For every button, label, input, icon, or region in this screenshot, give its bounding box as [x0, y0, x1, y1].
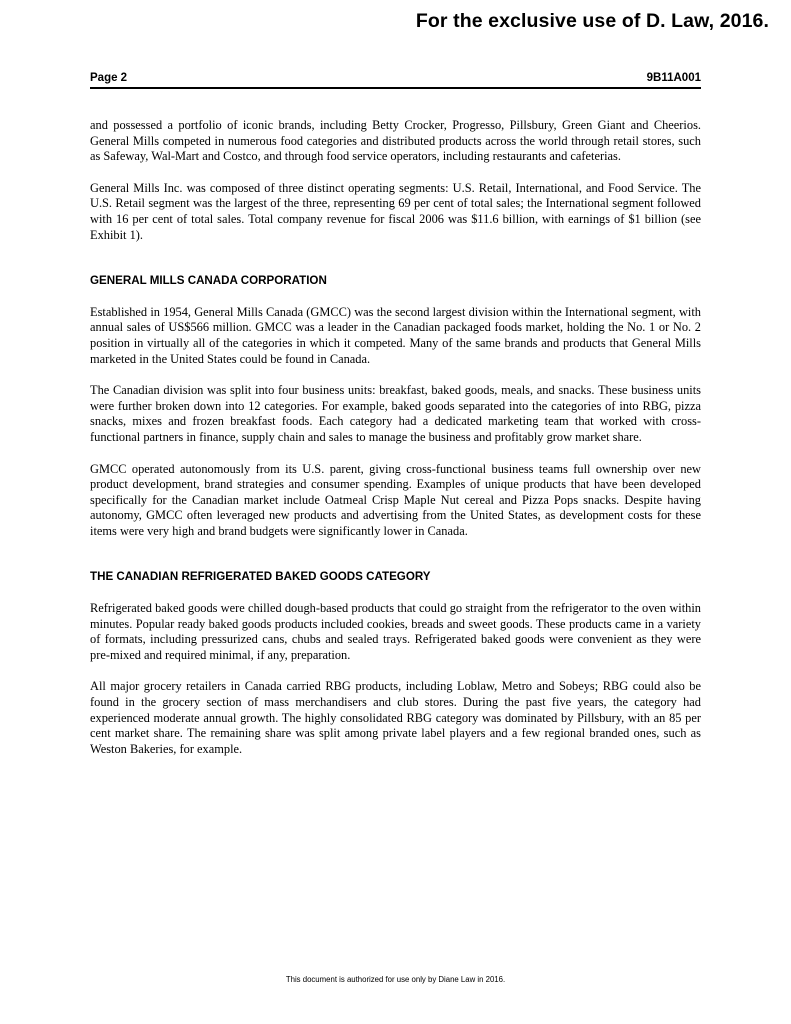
section-heading: GENERAL MILLS CANADA CORPORATION: [90, 274, 327, 288]
body-paragraph: GMCC operated autonomously from its U.S. parent, giving cross-functional business teams full ownership over new product development, brand strategies and consumer spending. Examples of unique products that have been developed specifically for the Canadian market include Oatmeal Crisp Maple Nut cereal and Pizza Pops snacks. Despite having autonomy, GMCC often leveraged new products and advertising from the United States, as development costs for these items were very high and brand budgets were significantly lower in Canada.: [90, 461, 701, 538]
exclusive-use-watermark: For the exclusive use of D. Law, 2016.: [415, 10, 769, 32]
authorization-footer: This document is authorized for use only by Diane Law in 2016.: [285, 975, 506, 984]
body-paragraph: and possessed a portfolio of iconic brands, including Betty Crocker, Progresso, Pillsbury, Green Giant and Cheerios. General Mills competed in numerous food categories and distributed products across the world through retail stores, such as Safeway, Wal-Mart and Costco, and through food service operators, including restaurants and cafeterias.: [90, 118, 701, 164]
body-paragraph: Refrigerated baked goods were chilled dough-based products that could go straight from the refrigerator to the oven within minutes. Popular ready baked goods products included cookies, breads and sweet goods. These products came in a variety of formats, including pressurized cans, chubs and sealed trays. Refrigerated baked goods were convenient as they were pre-mixed and required minimal, if any, preparation.: [90, 601, 701, 662]
case-code: 9B11A001: [646, 72, 701, 84]
header-divider: [90, 87, 701, 89]
body-paragraph: General Mills Inc. was composed of three distinct operating segments: U.S. Retail, International, and Food Service. The U.S. Retail segment was the largest of the three, representing 69 per cent of total sales; the International segment followed with 16 per cent of total sales. Total company revenue for fiscal 2006 was $11.6 billion, with earnings of $1 billion (see Exhibit 1).: [90, 180, 701, 242]
page-number: Page 2: [90, 72, 128, 84]
body-paragraph: Established in 1954, General Mills Canada (GMCC) was the second largest division within the International segment, with annual sales of US$566 million. GMCC was a leader in the Canadian packaged foods market, holding the No. 1 or No. 2 position in virtually all of the categories in which it competed. Many of the same brands and products that General Mills marketed in the United States could be found in Canada.: [90, 304, 701, 366]
page-header: [90, 72, 701, 84]
section-heading: THE CANADIAN REFRIGERATED BAKED GOODS CATEGORY: [90, 570, 431, 584]
body-paragraph: The Canadian division was split into four business units: breakfast, baked goods, meals, and snacks. These business units were further broken down into 12 categories. For example, baked goods separated into the categories of into RBG, pizza snacks, mixes and frozen breakfast foods. Each category had a dedicated marketing team that worked with cross-functional partners in finance, supply chain and sales to manage the business and profitably grow market share.: [90, 383, 701, 444]
document-body: [90, 118, 701, 773]
body-paragraph: All major grocery retailers in Canada carried RBG products, including Loblaw, Metro and Sobeys; RBG could also be found in the grocery section of mass merchandisers and club stores. During the past five years, the category had experienced moderate annual growth. The highly consolidated RBG category was dominated by Pillsbury, with an 85 per cent market share. The remaining share was split among private label players and a few regional branded ones, such as Weston Bakeries, for example.: [90, 679, 701, 756]
